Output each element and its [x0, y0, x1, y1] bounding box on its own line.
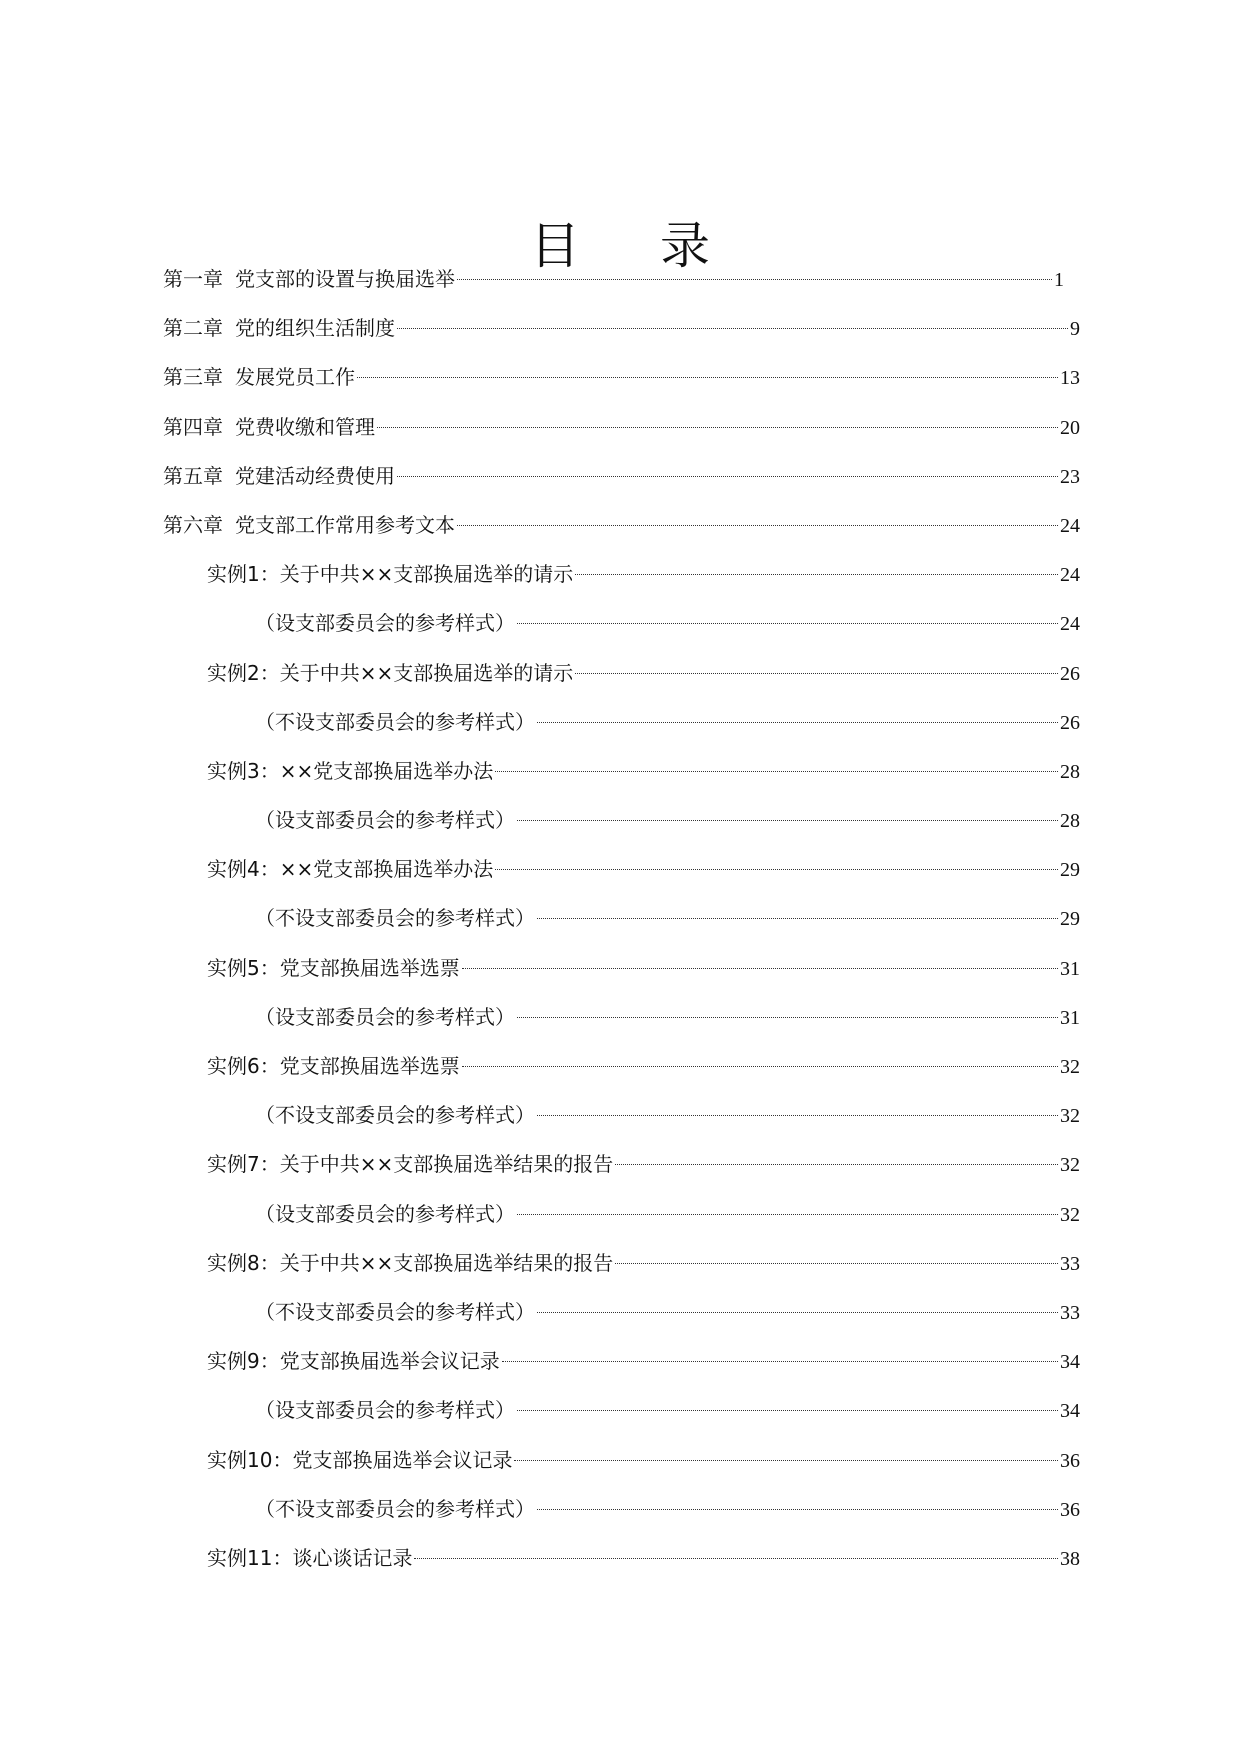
dot-leader	[495, 771, 1058, 772]
page-number: 20	[1060, 416, 1080, 439]
toc-example[interactable]	[163, 1239, 1080, 1288]
example-variant-title: （不设支部委员会的参考样式）	[255, 709, 535, 734]
toc-example-variant[interactable]	[163, 1091, 1080, 1140]
page-number: 24	[1060, 564, 1080, 587]
example-title: 实例5：党支部换届选举选票	[207, 955, 460, 980]
example-variant-title: （设支部委员会的参考样式）	[255, 611, 515, 636]
dot-leader	[517, 820, 1058, 821]
chapter-number: 第六章	[163, 512, 223, 537]
chapter-label	[163, 452, 395, 501]
dot-leader	[517, 1214, 1058, 1215]
chapter-title: 党支部工作常用参考文本	[235, 512, 455, 537]
chapter-label	[163, 255, 455, 304]
dot-leader	[537, 1312, 1058, 1313]
page-number: 24	[1060, 613, 1080, 636]
dot-leader	[575, 673, 1058, 674]
dot-leader	[517, 623, 1058, 624]
chapter-number: 第五章	[163, 463, 223, 488]
toc-example[interactable]	[163, 1534, 1080, 1583]
toc-example-variant[interactable]	[163, 1288, 1080, 1337]
toc-example[interactable]	[163, 1042, 1080, 1091]
toc-chapter-5[interactable]	[163, 452, 1080, 501]
dot-leader	[377, 427, 1058, 428]
toc-example[interactable]	[163, 1436, 1080, 1485]
page-number: 34	[1060, 1351, 1080, 1374]
example-title: 实例7：关于中共××支部换届选举结果的报告	[207, 1152, 614, 1177]
page-number: 32	[1060, 1203, 1080, 1226]
dot-leader	[537, 918, 1058, 919]
dot-leader	[514, 1460, 1058, 1461]
dot-leader	[517, 1410, 1058, 1411]
example-title: 实例8：关于中共××支部换届选举结果的报告	[207, 1250, 614, 1275]
toc-example[interactable]	[163, 550, 1080, 599]
toc-example-variant[interactable]	[163, 796, 1080, 845]
dot-leader	[615, 1164, 1058, 1165]
dot-leader	[457, 525, 1058, 526]
dot-leader	[457, 279, 1052, 280]
toc-example-variant[interactable]	[163, 599, 1080, 648]
toc-example[interactable]	[163, 1337, 1080, 1386]
page-number: 32	[1060, 1154, 1080, 1177]
dot-leader	[537, 722, 1058, 723]
toc-chapter-4[interactable]	[163, 403, 1080, 452]
example-title: 实例6：党支部换届选举选票	[207, 1054, 460, 1078]
page-number: 31	[1060, 957, 1080, 980]
chapter-number: 第四章	[163, 414, 223, 439]
chapter-title: 党建活动经费使用	[235, 463, 395, 488]
page-number: 32	[1060, 1056, 1080, 1078]
chapter-label	[163, 501, 455, 550]
example-variant-title: （不设支部委员会的参考样式）	[255, 1299, 535, 1324]
example-variant-title: （设支部委员会的参考样式）	[255, 1398, 515, 1423]
example-variant-title: （不设支部委员会的参考样式）	[255, 1103, 535, 1128]
page-number: 1	[1054, 269, 1064, 291]
toc-chapter-1[interactable]	[163, 255, 1080, 304]
toc-example[interactable]	[163, 845, 1080, 894]
title-char-1: 目	[530, 216, 580, 275]
toc-example[interactable]	[163, 944, 1080, 993]
toc-example-variant[interactable]	[163, 698, 1080, 747]
page-number: 29	[1060, 859, 1080, 882]
toc-example-variant[interactable]	[163, 1386, 1080, 1435]
dot-leader	[462, 968, 1058, 969]
example-title: 实例2：关于中共××支部换届选举的请示	[207, 660, 574, 685]
page-number: 34	[1060, 1400, 1080, 1423]
dot-leader	[575, 574, 1058, 575]
example-title: 实例3：××党支部换届选举办法	[207, 758, 494, 783]
page-number: 33	[1060, 1252, 1080, 1275]
dot-leader	[397, 476, 1058, 477]
page-number: 33	[1060, 1301, 1080, 1324]
toc-example[interactable]	[163, 1140, 1080, 1189]
example-title: 实例10：党支部换届选举会议记录	[207, 1447, 513, 1472]
dot-leader	[397, 328, 1068, 329]
chapter-title: 党的组织生活制度	[235, 316, 395, 341]
page-number: 23	[1060, 465, 1080, 488]
example-variant-title: （设支部委员会的参考样式）	[255, 1004, 515, 1029]
dot-leader	[615, 1263, 1058, 1264]
example-variant-title: （设支部委员会的参考样式）	[255, 808, 515, 833]
dot-leader	[357, 377, 1058, 378]
page-number: 31	[1060, 1006, 1080, 1029]
toc-example[interactable]	[163, 649, 1080, 698]
table-of-contents	[163, 255, 1080, 1583]
chapter-number: 第三章	[163, 365, 223, 390]
page-number: 36	[1060, 1498, 1080, 1521]
page-number: 13	[1060, 367, 1080, 390]
page-number: 28	[1060, 810, 1080, 833]
dot-leader	[495, 869, 1058, 870]
dot-leader	[502, 1361, 1058, 1362]
dot-leader	[537, 1115, 1058, 1116]
chapter-number: 第二章	[163, 316, 223, 341]
example-title: 实例11：谈心谈话记录	[207, 1545, 413, 1570]
chapter-title: 发展党员工作	[235, 365, 355, 390]
toc-chapter-3[interactable]	[163, 353, 1080, 402]
page-number: 24	[1060, 514, 1080, 537]
toc-chapter-6[interactable]	[163, 501, 1080, 550]
toc-example-variant[interactable]	[163, 894, 1080, 943]
chapter-title: 党支部的设置与换届选举	[235, 267, 455, 291]
toc-example-variant[interactable]	[163, 993, 1080, 1042]
example-title: 实例4：××党支部换届选举办法	[207, 857, 494, 882]
example-variant-title: （设支部委员会的参考样式）	[255, 1201, 515, 1226]
page-number: 32	[1060, 1105, 1080, 1128]
page-number: 38	[1060, 1547, 1080, 1570]
page-number: 9	[1070, 318, 1080, 341]
page-number: 29	[1060, 908, 1080, 931]
dot-leader	[462, 1066, 1058, 1067]
toc-example-variant[interactable]	[163, 1485, 1080, 1534]
page-number: 36	[1060, 1449, 1080, 1472]
page-number: 26	[1060, 711, 1080, 734]
toc-example[interactable]	[163, 747, 1080, 796]
chapter-label	[163, 304, 395, 353]
dot-leader	[517, 1017, 1058, 1018]
title-char-2: 录	[660, 216, 710, 275]
page-number: 28	[1060, 760, 1080, 783]
chapter-label	[163, 403, 375, 452]
dot-leader	[537, 1509, 1058, 1510]
chapter-title: 党费收缴和管理	[235, 414, 375, 439]
toc-chapter-2[interactable]	[163, 304, 1080, 353]
example-variant-title: （不设支部委员会的参考样式）	[255, 906, 535, 931]
example-title: 实例9：党支部换届选举会议记录	[207, 1349, 500, 1374]
page-number: 26	[1060, 662, 1080, 685]
chapter-label	[163, 353, 355, 402]
chapter-number: 第一章	[163, 267, 223, 291]
dot-leader	[414, 1558, 1058, 1559]
example-variant-title: （不设支部委员会的参考样式）	[255, 1496, 535, 1521]
toc-example-variant[interactable]	[163, 1190, 1080, 1239]
example-title: 实例1：关于中共××支部换届选举的请示	[207, 562, 574, 587]
